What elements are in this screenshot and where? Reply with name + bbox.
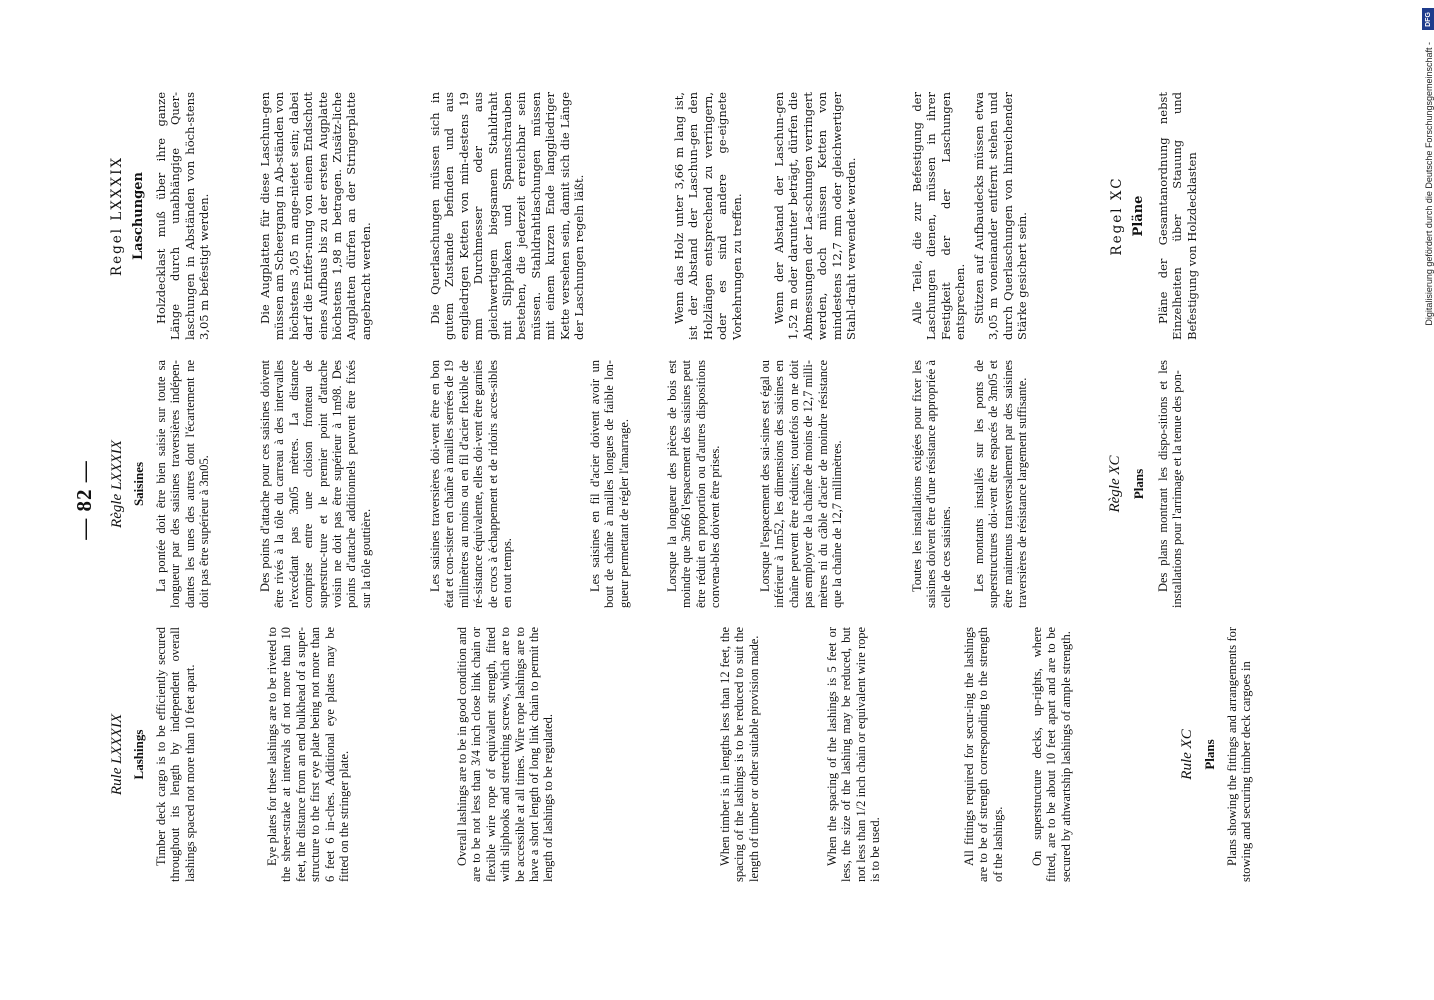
rule-89-heading-fr: Règle LXXXIX bbox=[109, 440, 125, 528]
paragraph-fr-6: Lorsque l'espacement des sai-sines est égal ou inférieur à 1m52, les dimensions des saisines en chaîne peuvent être réduites; toutefois on ne doit pas employer de la chaîne de moins de 12,7 milli-mètres ni du câble d'acier de moindre résistance que la chaîne de 12,7 millimètres. bbox=[758, 360, 845, 608]
paragraph-de-5: Wenn der Abstand der Laschun-gen 1,52 m oder darunter beträgt, dürfen die Abmessungen der La-schungen verringert werden, doch müssen Ketten von mindestens 12,7 mm oder gleichwertiger Stahl-draht verwendet werden. bbox=[772, 92, 859, 340]
paragraph-fr-5: Lorsque la longueur des pièces de bois est moindre que 3m66 l'espacement des saisines peut être réduit en proportion ou d'autres dispositions convena-bles doivent être prises. bbox=[665, 360, 723, 608]
paragraph-fr-7: Toutes les installations exigées pour fixer les saisines doivent être d'une résistance appropriée à celle de ces saisines. bbox=[910, 360, 953, 608]
digitization-note bbox=[1424, 8, 1434, 388]
paragraph-en-3: Overall lashings are to be in good condition and are to be not less than 3/4 inch close link chain or flexible wire rope of equivalent strength, fitted with sliphooks and stretching screws, which are to be accessible at all times. Wire rope lashings are to have a short length of long link chain to permit the length of lashings to be regulated. bbox=[455, 627, 556, 882]
paragraph-fr-3: Les saisines traversières doi-vent être en bon état et con-sister en chaîne à mailles serrées de 19 millimètres au moins ou en fil d'acier flexible de ré-sistance équivalente, elles doi-vent être garnies de crocs à échappement et de ridoirs acces-sibles en tout temps. bbox=[428, 360, 515, 608]
laschungen-title-de: Laschungen bbox=[131, 172, 146, 260]
paragraph-en-8: Plans showing the fittings and arrangements for stowing and securing timber deck cargoes in bbox=[1225, 627, 1254, 882]
paragraph-en-1: Timber deck cargo is to be efficiently secured throughout its length by independent overall lashings spaced not more than 10 feet apart. bbox=[154, 627, 197, 882]
dfg-logo-icon bbox=[1422, 8, 1434, 30]
rule-90-heading-de: Regel XC bbox=[1109, 176, 1125, 256]
rule-89-heading-en: Rule LXXXIX bbox=[109, 713, 125, 796]
paragraph-de-2: Die Augplatten für diese Laschun-gen müssen am Scheergang in Ab-ständen von höchstens 3,05 m ange-nietet sein; dabei darf die Entfer-nung von einem Endschott eines Aufbaus bis zu der ersten Augplatte höchstens 1,98 m betragen. Zusätz-liche Augplatten dürfen an der Stringerplatte angebracht werden. bbox=[258, 91, 373, 340]
paragraph-fr-4: Les saisines en fil d'acier doivent avoir un bout de chaîne à mailles longues de faible lon-gueur permettant de régler l'amarrage. bbox=[588, 360, 631, 608]
page-number: — 82 — bbox=[72, 460, 96, 540]
lashings-title-en: Lashings bbox=[131, 729, 146, 780]
saisines-title-fr: Saisines bbox=[131, 461, 146, 507]
paragraph-fr-9: Des plans montrant les dispo-sitions et les installations pour l'arrimage et la tenue des pon- bbox=[1156, 360, 1185, 608]
paragraph-en-7: On superstructure decks, up-rights, where fitted, are to be about 10 feet apart and are to be secured by athwartship lashings of ample strength. bbox=[1030, 627, 1073, 882]
digitization-note-text: Digitalisierung gefördert durch die Deutsche Forschungsgemeinschaft - bbox=[1424, 42, 1434, 326]
plans-title-en: Plans bbox=[1202, 739, 1217, 770]
paragraph-de-6: Alle Teile, die zur Befestigung der Laschungen dienen, müssen in ihrer Festigkeit der der Laschungen entsprechen. bbox=[910, 92, 968, 340]
paragraph-fr-1: La pontée doit être bien saisie sur toute sa longueur par des saisines traversières indépen-dantes les unes des autres dont l'écartement ne doit pas être supérieur à 3m05. bbox=[154, 360, 212, 608]
paragraph-en-6: All fittings required for secur-ing the lashings are to be of strength corresponding to the strength of the lashings. bbox=[962, 627, 1005, 882]
plans-title-fr: Plans bbox=[1131, 468, 1146, 500]
plans-title-de: Pläne bbox=[1131, 195, 1146, 237]
paragraph-en-4: When timber is in lengths less than 12 feet, the spacing of the lashings is to be reduced to suit the length of timber or other suitable provision made. bbox=[718, 627, 761, 882]
paragraph-de-3: Die Querlaschungen müssen sich in gutem Zustande befinden und aus engliedrigen Ketten von min-destens 19 mm Durchmesser oder aus gleichwertigem biegsamem Stahldraht mit Slipphaken und Spannschrauben bestehen, die jederzeit erreichbar sein müssen. Stahldrahtlaschungen müssen mit einem kurzen Ende langgliedriger Kette versehen sein, damit sich die Länge der Laschungen regeln läßt. bbox=[428, 92, 587, 340]
paragraph-de-4: Wenn das Holz unter 3,66 m lang ist, ist der Abstand der Laschun-gen den Holzlängen entsprechend zu verringern, oder es sind andere ge-eignete Vorkehrungen zu treffen. bbox=[672, 92, 744, 340]
rule-90-heading-en: Rule XC bbox=[1179, 729, 1195, 780]
paragraph-de-8: Pläne der Gesamtanordnung nebst Einzelheiten über Stauung und Befestigung von Holzdecklasten bbox=[1156, 92, 1199, 340]
paragraph-fr-2: Des points d'attache pour ces saisines doivent être rivés à la tôle du carreau à des intervalles n'excédant pas 3m05 mètres. La distance comprise entre une cloison fronteau de superstruc-ture et le premier point d'attache voisin ne doit pas être supérieur à 1m98. Des points d'attache additionnels peuvent être fixés sur la tôle gouttière. bbox=[258, 360, 373, 608]
paragraph-en-5: When the spacing of the lashings is 5 feet or less, the size of the lashing may be reduced, but not less than 1/2 inch chain or equivalent wire rope is to be used. bbox=[825, 627, 883, 882]
paragraph-de-7: Stützen auf Aufbaudecks müssen etwa 3,05 m voneinander entfernt stehen und durch Querlaschungen von hinreichender Stärke gesichert sein. bbox=[972, 92, 1030, 340]
rule-90-heading-fr: Règle XC bbox=[1107, 455, 1123, 513]
paragraph-en-2: Eye plates for these lashings are to be riveted to the sheer-strake at intervals of not more than 10 feet, the distance from an end bulkhead of a super-structure to the first eye plate being not more than 6 feet 6 in-ches. Additional eye plates may be fitted on the stringer plate. bbox=[265, 627, 352, 882]
rule-89-heading-de: Regel LXXXIX bbox=[109, 155, 125, 277]
dfg-logo-text: DFG bbox=[1424, 11, 1432, 27]
paragraph-de-1: Holzdecklast muß über ihre ganze Länge durch unabhängige Quer-laschungen in Abständen von höch-stens 3,05 m befestigt werden. bbox=[154, 92, 212, 340]
paragraph-fr-8: Les montants installés sur les ponts de superstructures doi-vent être espacés de 3m05 et être maintenus transversalement par des saisines traversières de résistance largement suffisante. bbox=[972, 360, 1030, 608]
